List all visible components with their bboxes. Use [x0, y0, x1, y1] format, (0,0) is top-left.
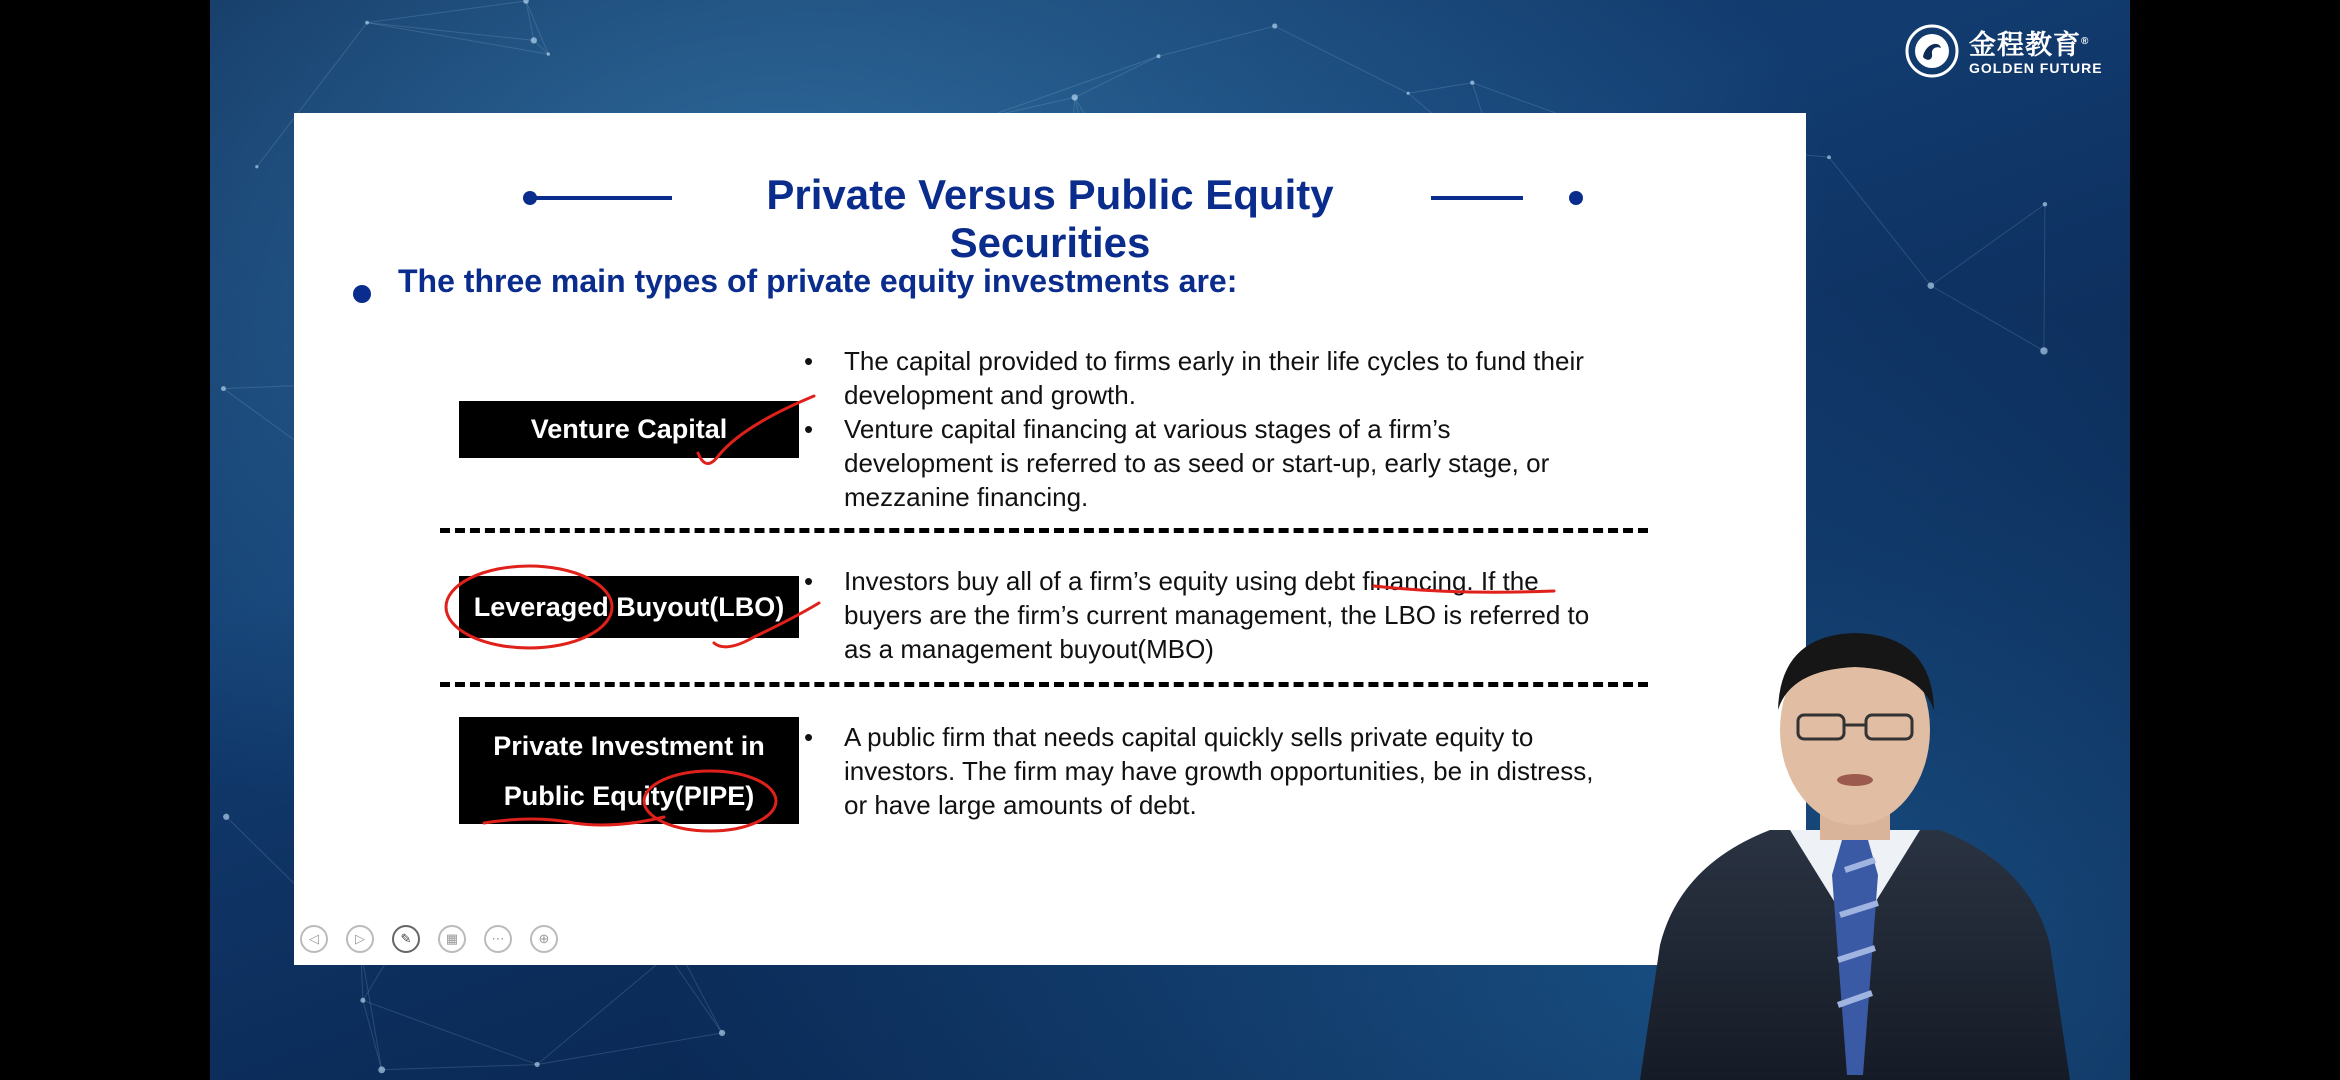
lbo-label-text: Leveraged Buyout(LBO) — [473, 591, 785, 622]
ellipsis-icon: ⋯ — [491, 931, 505, 946]
underline-public-equity — [484, 817, 664, 825]
next-slide-button[interactable] — [346, 925, 374, 953]
zoom-icon: ⊕ — [538, 931, 550, 946]
list-item: • The capital provided to firms early in their life cycles to fund their development and growth. — [804, 346, 1584, 410]
checkmark-lbo — [714, 603, 819, 647]
slide — [294, 113, 1806, 965]
list-item: • A public firm that needs capital quickly sells private equity to investors. The firm may have growth opportunities, be in distress, or have large amounts of debt. — [804, 722, 1594, 820]
grid-icon: ▦ — [445, 931, 459, 946]
brand-logo — [1905, 24, 2103, 78]
pen-annotations — [294, 113, 1806, 965]
slide-overview-button[interactable] — [438, 925, 466, 953]
zoom-button[interactable] — [530, 925, 558, 953]
more-options-button[interactable] — [484, 925, 512, 953]
circle-pipe — [644, 771, 776, 831]
registered-mark: ® — [2081, 35, 2090, 47]
pipe-label-line2: Public Equity(PIPE) — [503, 780, 755, 811]
chevron-left-icon: ◁ — [309, 931, 319, 946]
brand-logo-icon — [1905, 24, 1959, 78]
list-item: • Investors buy all of a firm’s equity using debt financing. If the buyers are the firm’s current management, the LBO is referred to as a management buyout(MBO) — [804, 566, 1590, 664]
slide-subtitle: The three main types of private equity investments are: — [398, 263, 1238, 299]
pipe-label-line1: Private Investment in — [493, 730, 765, 761]
chevron-right-icon: ▷ — [355, 931, 365, 946]
slide-toolbar — [300, 925, 558, 953]
checkmark-venture-capital — [698, 396, 814, 464]
previous-slide-button[interactable] — [300, 925, 328, 953]
video-stage — [210, 0, 2130, 1080]
venture-capital-label-text: Venture Capital — [530, 414, 728, 444]
list-item: • Venture capital financing at various stages of a firm’s development is referred to as seed or start-up, early stage, or mezzanine financing. — [804, 414, 1550, 512]
underline-debt-financing — [1374, 586, 1554, 592]
slide-title: Private Versus Public Equity Securities — [766, 171, 1334, 266]
pen-icon: ✎ — [400, 931, 412, 946]
brand-name-cn: 金程教育 — [1969, 29, 2081, 60]
circle-leveraged — [446, 566, 612, 648]
presenter-video — [1620, 615, 2090, 1080]
brand-name-en: GOLDEN FUTURE — [1969, 59, 2103, 76]
pen-tool-button[interactable] — [392, 925, 420, 953]
